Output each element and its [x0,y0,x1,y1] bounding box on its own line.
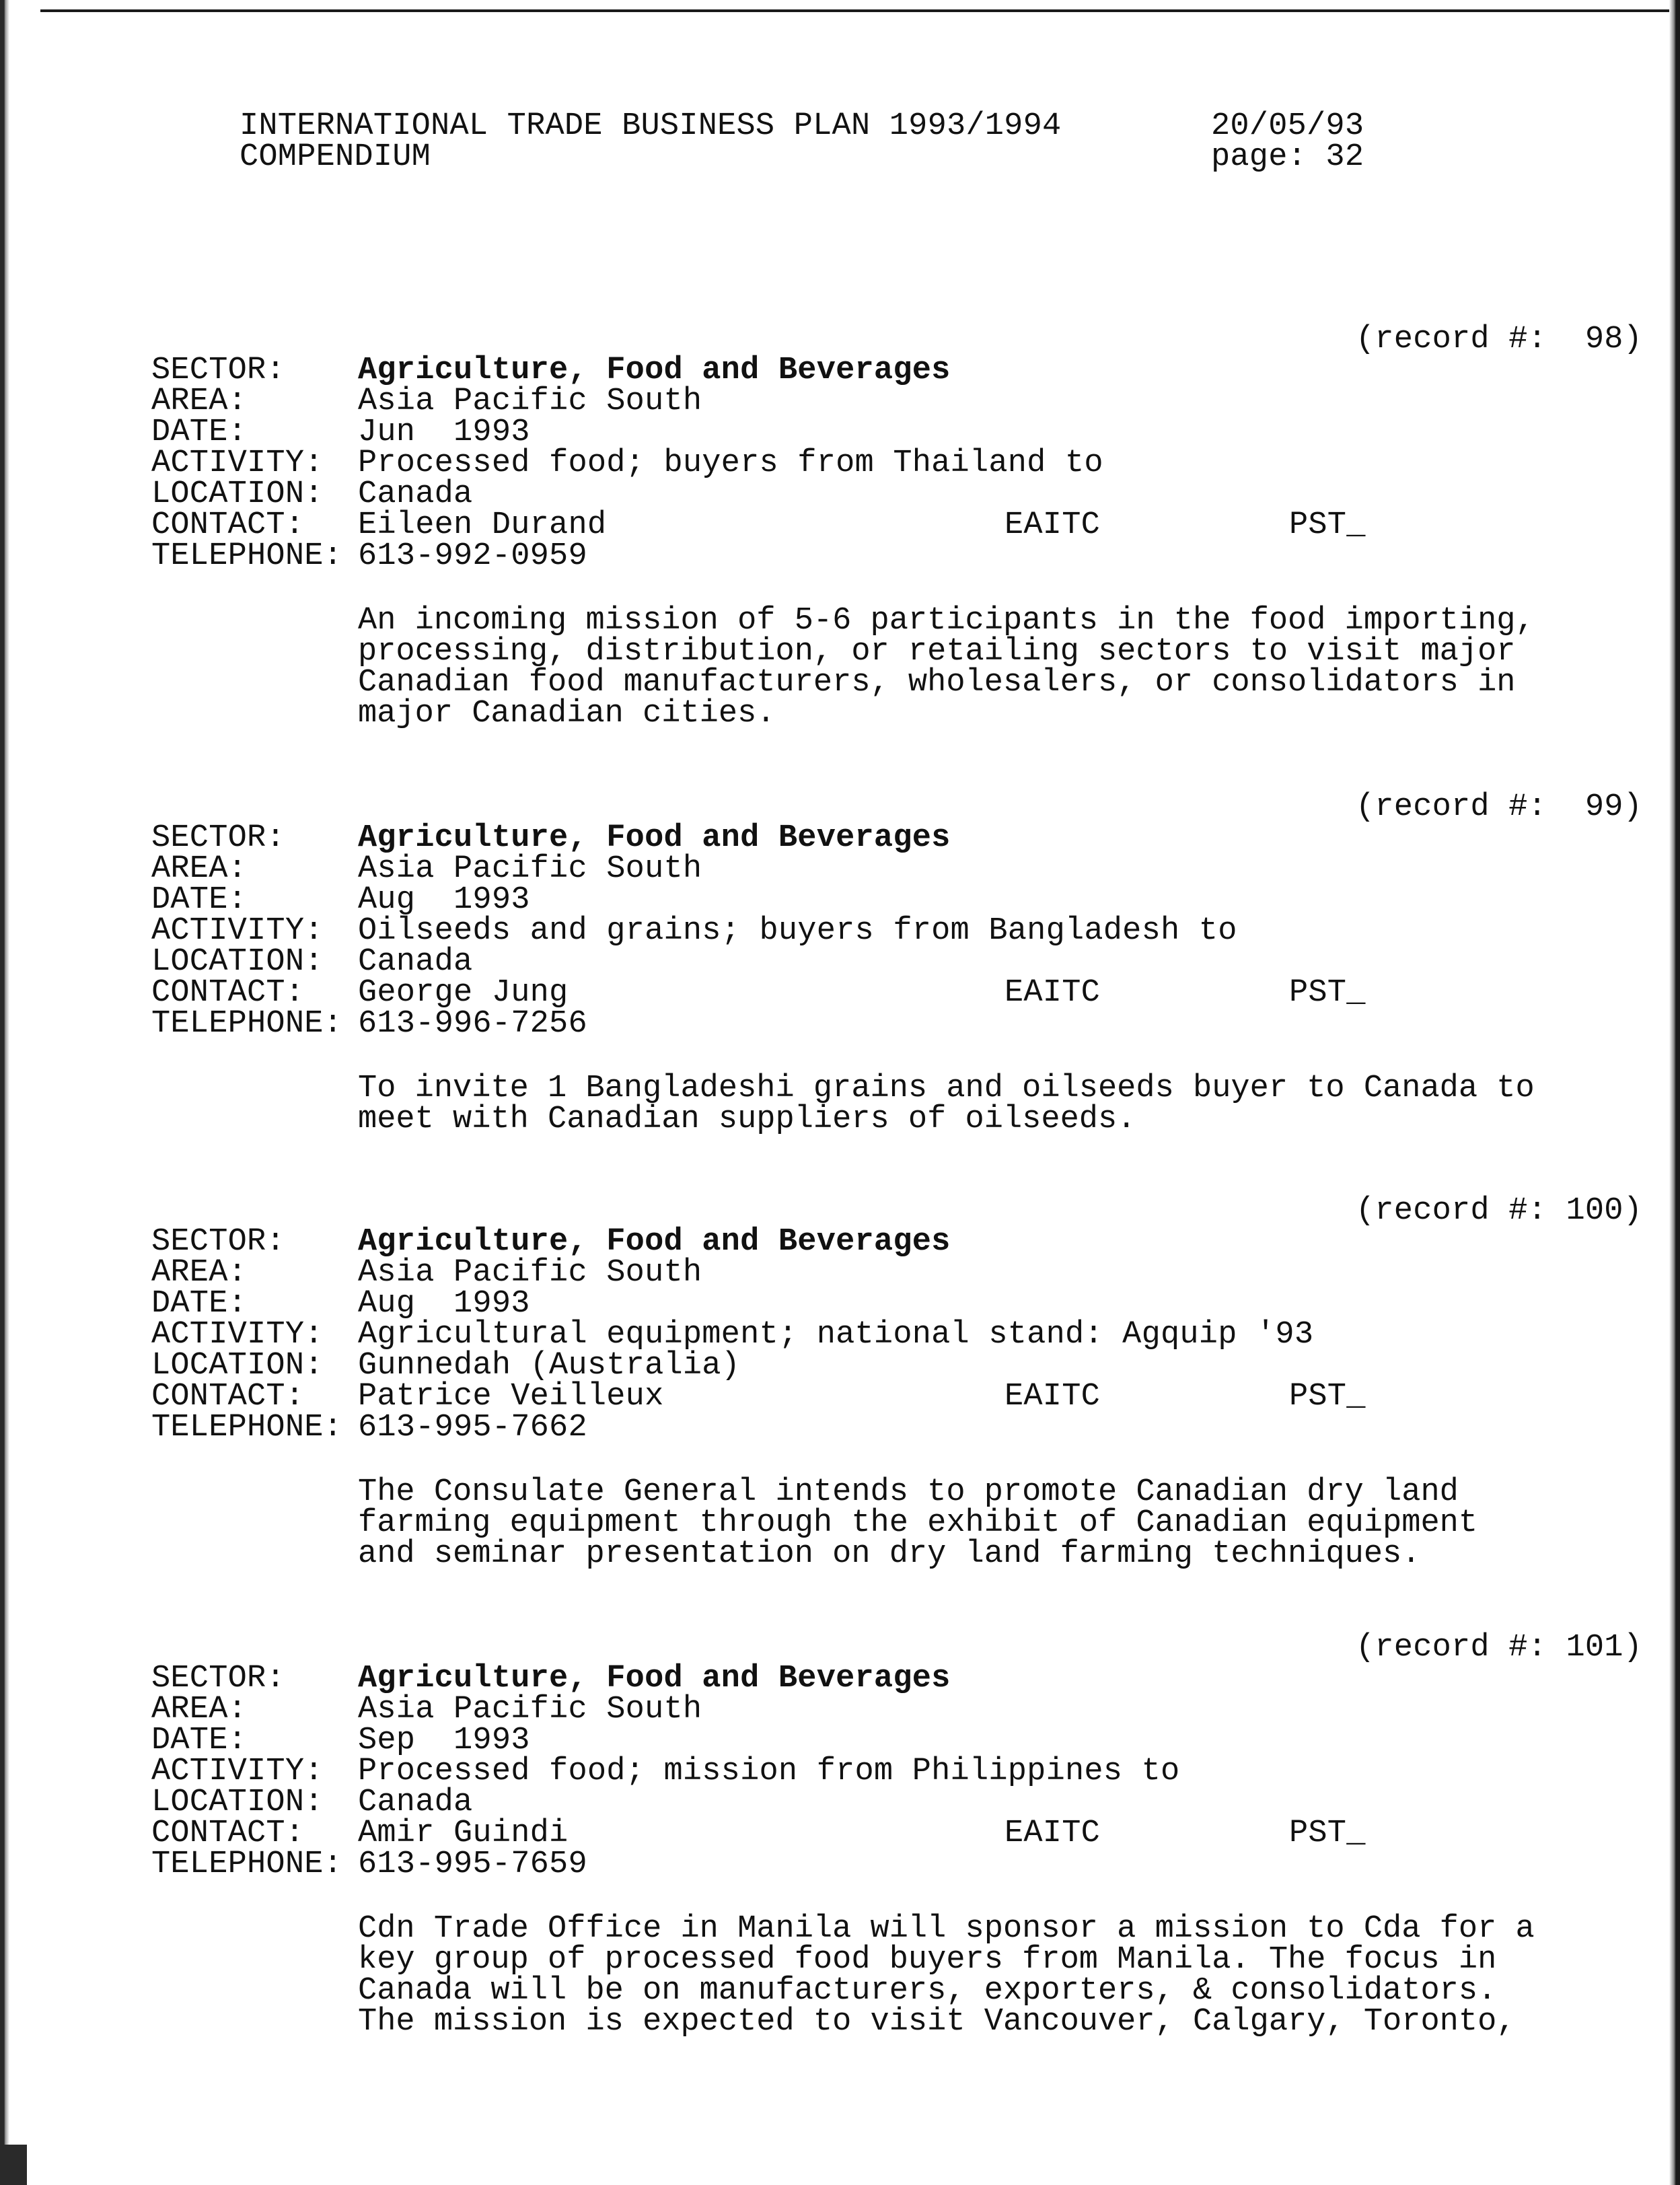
record-number: (record #: 99) [1356,789,1643,825]
date-value: Aug 1993 [358,882,530,918]
document-title: INTERNATIONAL TRADE BUSINESS PLAN 1993/1994 [240,108,1062,144]
pst-field: PST_ [1289,1816,1366,1851]
sector-value: Agriculture, Food and Beverages [358,353,951,388]
record-description: To invite 1 Bangladeshi grains and oilseeds buyer to Canada to meet with Canadian suppliers of oilseeds. [358,1071,1535,1137]
document-subtitle: COMPENDIUM [240,139,431,175]
contact-value: Amir Guindi [358,1816,569,1851]
record-100 [0,1193,1680,1572]
area-label: AREA: [151,384,248,419]
scan-corner-bottom-left [0,2145,27,2185]
record-number: (record #: 100) [1356,1193,1643,1229]
area-value: Asia Pacific South [358,851,702,887]
area-label: AREA: [151,851,248,887]
record-description: An incoming mission of 5-6 participants in the food importing, processing, distribution, or retailing sectors to visit major Canadian food manufacturers, wholesalers, or consolidators in major Canadian cities. [358,603,1535,731]
document-date: 20/05/93 [1211,108,1364,144]
date-label: DATE: [151,1723,248,1758]
location-label: LOCATION: [151,1348,324,1384]
contact-value: George Jung [358,975,569,1011]
record-description: The Consulate General intends to promote Canadian dry land farming equipment through the exhibit of Canadian equipment and seminar presentation on dry land farming techniques. [358,1474,1478,1572]
activity-label: ACTIVITY: [151,913,324,949]
date-label: DATE: [151,415,248,450]
telephone-label: TELEPHONE: [151,538,343,574]
organization: EAITC [1005,1816,1101,1851]
telephone-value: 613-995-7662 [358,1410,587,1445]
organization: EAITC [1005,975,1101,1011]
activity-value: Oilseeds and grains; buyers from Bangladesh to [358,913,1237,949]
scan-border-top [40,9,1680,12]
date-value: Sep 1993 [358,1723,530,1758]
activity-value: Processed food; mission from Philippines to [358,1754,1180,1789]
location-label: LOCATION: [151,1785,324,1820]
location-value: Canada [358,476,473,512]
sector-value: Agriculture, Food and Beverages [358,1661,951,1696]
date-value: Jun 1993 [358,415,530,450]
sector-value: Agriculture, Food and Beverages [358,1224,951,1260]
sector-value: Agriculture, Food and Beverages [358,820,951,856]
location-value: Canada [358,1785,473,1820]
sector-label: SECTOR: [151,820,285,856]
activity-value: Agricultural equipment; national stand: Agquip '93 [358,1317,1314,1353]
activity-label: ACTIVITY: [151,445,324,481]
organization: EAITC [1005,507,1101,543]
area-label: AREA: [151,1255,248,1291]
activity-label: ACTIVITY: [151,1317,324,1353]
contact-label: CONTACT: [151,507,305,543]
record-number: (record #: 98) [1356,322,1643,357]
date-label: DATE: [151,882,248,918]
telephone-label: TELEPHONE: [151,1006,343,1042]
date-value: Aug 1993 [358,1286,530,1322]
area-label: AREA: [151,1692,248,1727]
sector-label: SECTOR: [151,1661,285,1696]
organization: EAITC [1005,1379,1101,1414]
activity-value: Processed food; buyers from Thailand to [358,445,1103,481]
area-value: Asia Pacific South [358,384,702,419]
contact-label: CONTACT: [151,975,305,1011]
telephone-value: 613-992-0959 [358,538,587,574]
contact-label: CONTACT: [151,1816,305,1851]
telephone-label: TELEPHONE: [151,1410,343,1445]
location-label: LOCATION: [151,944,324,980]
telephone-value: 613-996-7256 [358,1006,587,1042]
page-number: page: 32 [1211,139,1364,175]
area-value: Asia Pacific South [358,1692,702,1727]
record-99 [0,789,1680,1137]
record-number: (record #: 101) [1356,1630,1643,1665]
location-label: LOCATION: [151,476,324,512]
sector-label: SECTOR: [151,1224,285,1260]
location-value: Gunnedah (Australia) [358,1348,741,1384]
location-value: Canada [358,944,473,980]
area-value: Asia Pacific South [358,1255,702,1291]
sector-label: SECTOR: [151,353,285,388]
contact-value: Patrice Veilleux [358,1379,664,1414]
contact-value: Eileen Durand [358,507,607,543]
record-98 [0,322,1680,731]
date-label: DATE: [151,1286,248,1322]
pst-field: PST_ [1289,975,1366,1011]
record-description: Cdn Trade Office in Manila will sponsor a mission to Cda for a key group of processed food buyers from Manila. The focus in Canada will be on manufacturers, exporters, & consolidators. The mission is expected to visit Vancouver, Calgary, Toronto, [358,1911,1535,2040]
telephone-label: TELEPHONE: [151,1847,343,1882]
record-101 [0,1630,1680,2040]
pst-field: PST_ [1289,507,1366,543]
contact-label: CONTACT: [151,1379,305,1414]
activity-label: ACTIVITY: [151,1754,324,1789]
telephone-value: 613-995-7659 [358,1847,587,1882]
pst-field: PST_ [1289,1379,1366,1414]
